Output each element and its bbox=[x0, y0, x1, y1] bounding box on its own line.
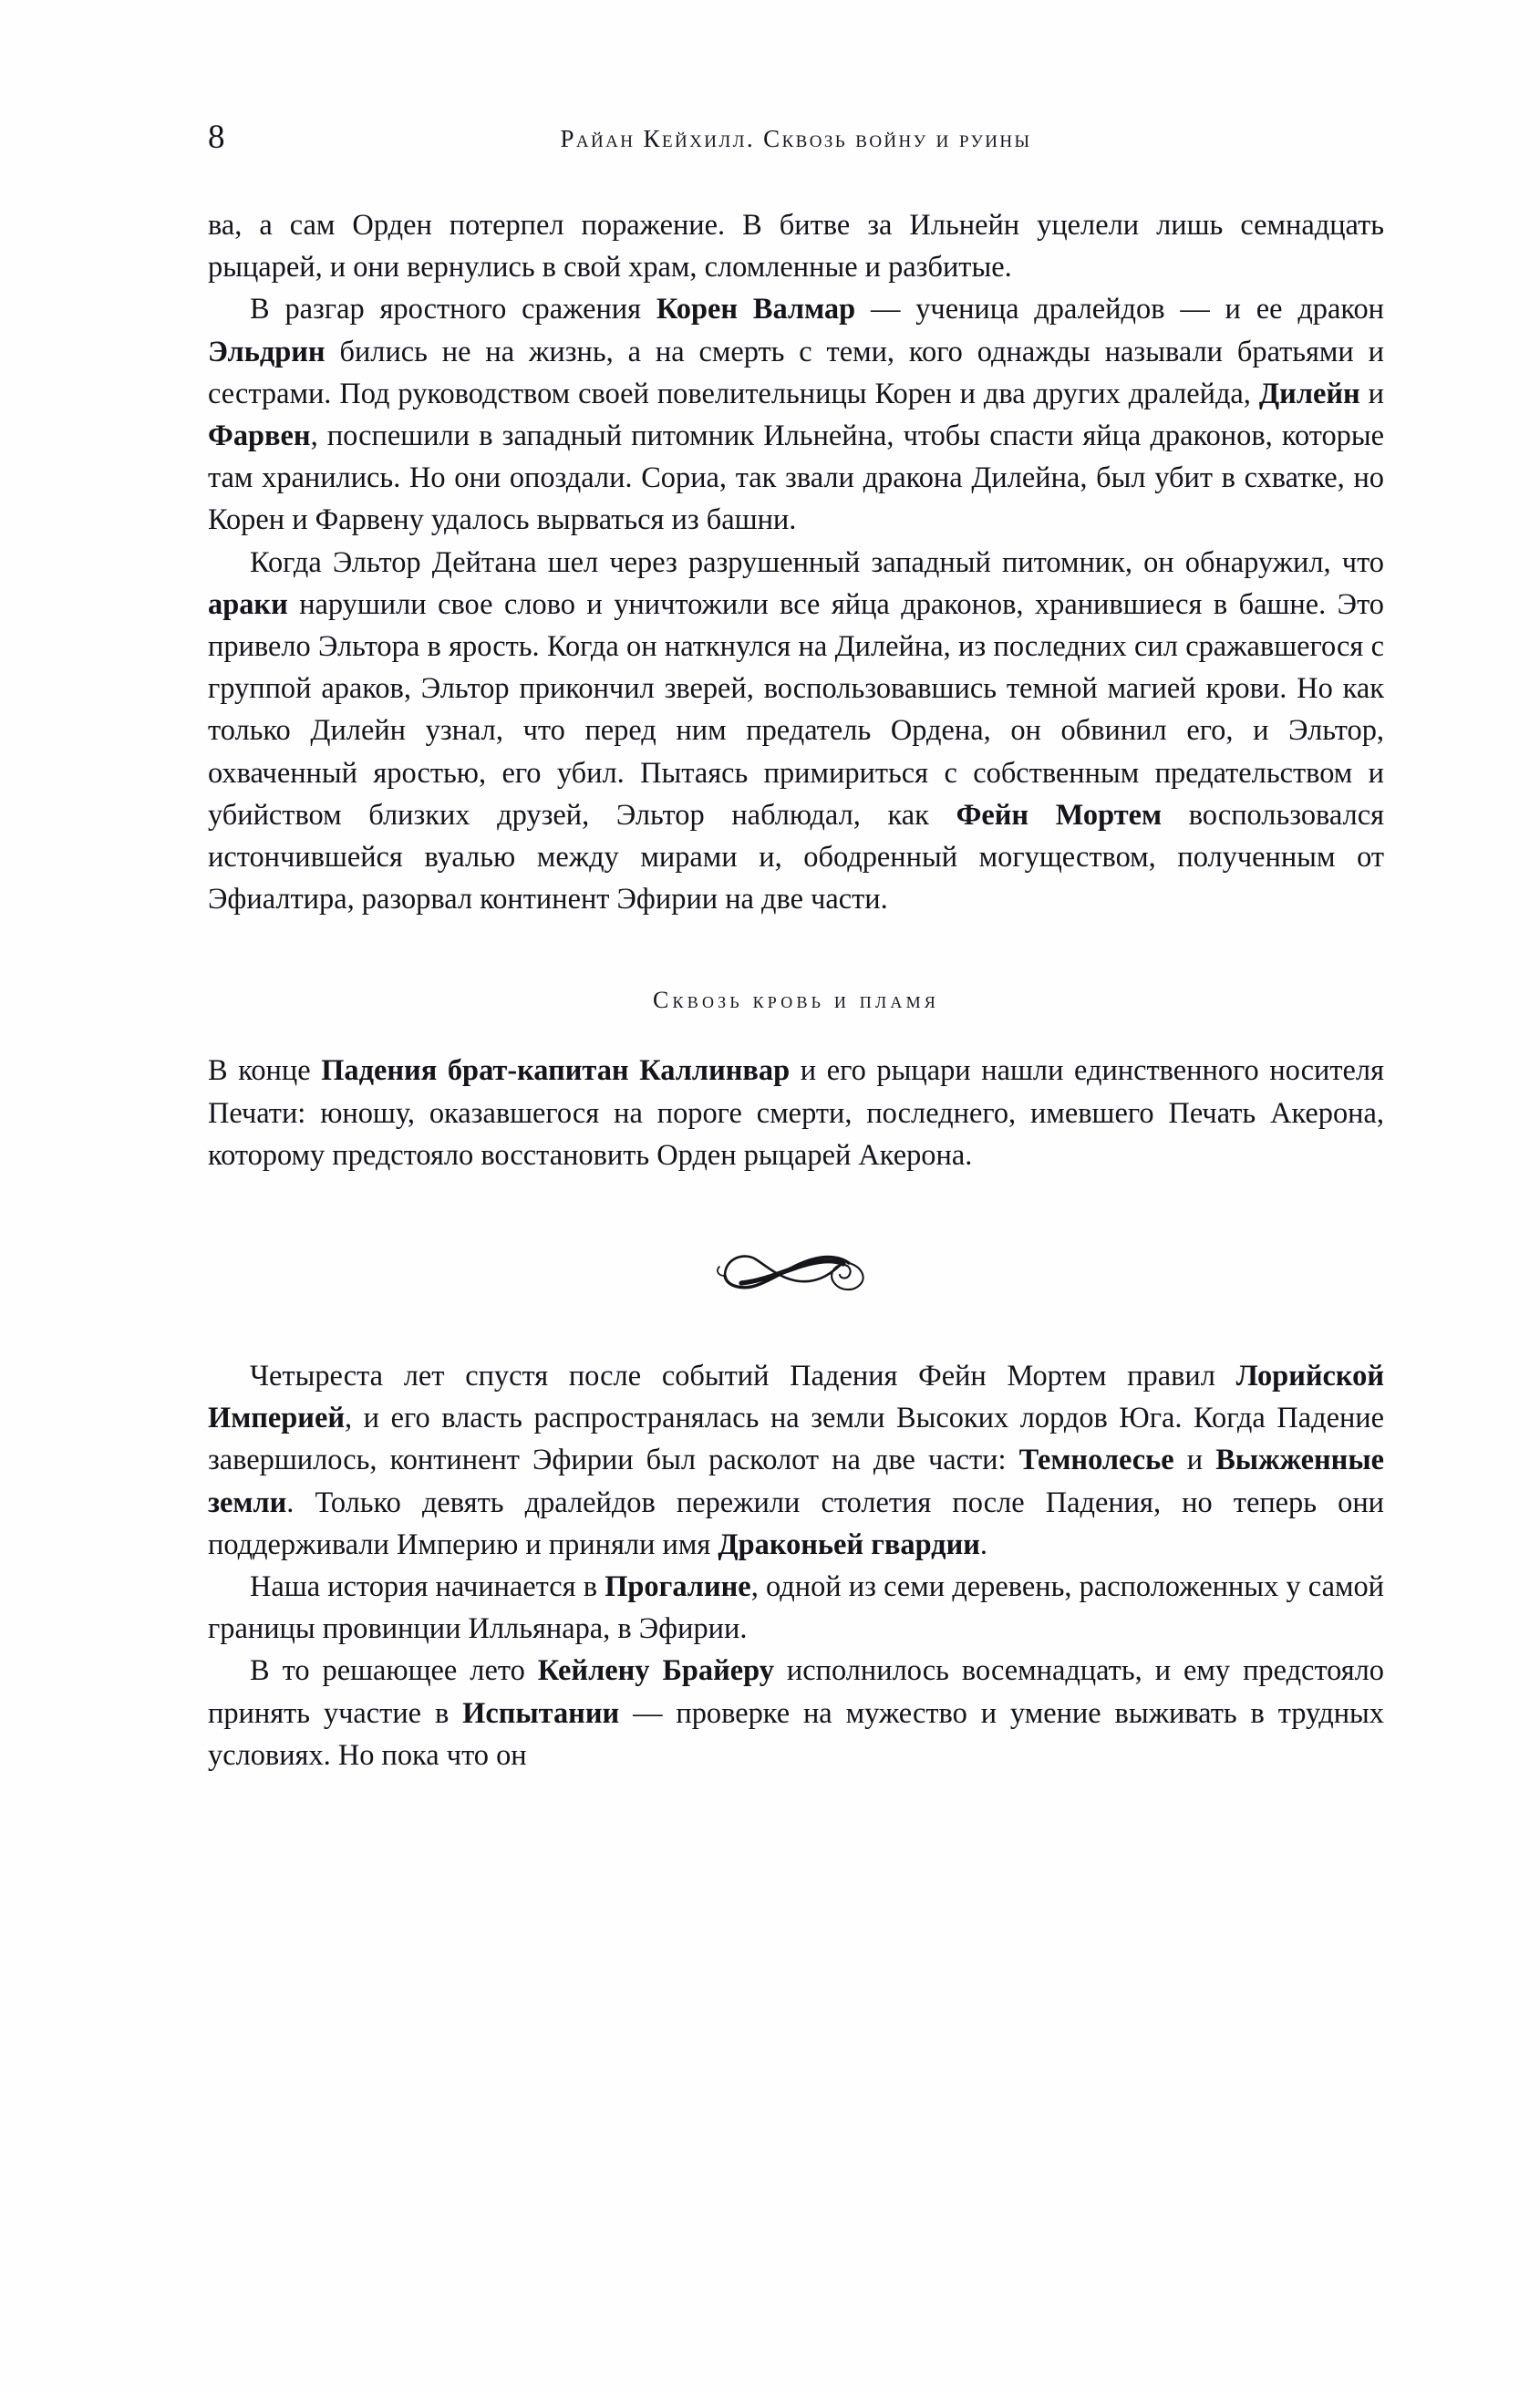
running-head-title: Райан Кейхилл. Сквозь войну и руины bbox=[560, 125, 1032, 152]
emphasis-name: Лорийской Империей bbox=[208, 1360, 1384, 1435]
emphasis-name: Драконьей гвардии bbox=[718, 1527, 980, 1561]
text-run: . bbox=[979, 1527, 987, 1561]
page-content-column bbox=[208, 0, 1384, 1776]
emphasis-name: араки bbox=[208, 587, 288, 621]
emphasis-name: Дилейн bbox=[1258, 377, 1360, 410]
emphasis-name: Фарвен bbox=[208, 419, 311, 453]
text-run: , и его власть распространялась на земли Высоких лордов Юга. Когда Падение завершилось, континент Эфирии был расколот на две части: bbox=[208, 1402, 1384, 1477]
text-run: бились не на жизнь, а на смерть с теми, кого однажды называли братьями и сестрами. Под руководством своей повелительницы Корен и два других дралейда, bbox=[208, 335, 1384, 410]
emphasis-name: Кейлену Брайеру bbox=[537, 1654, 774, 1688]
text-run: ва, а сам Орден потерпел поражение. В битве за Ильнейн уцелели лишь семнадцать рыцарей, и они вернулись в свой храм, сломленные и разбитые. bbox=[208, 209, 1384, 285]
text-run: — ученица дралейдов — и ее дракон bbox=[855, 293, 1384, 326]
text-run: В то решающее лето bbox=[250, 1654, 538, 1688]
section-heading: Сквозь кровь и пламя bbox=[653, 987, 939, 1014]
body-text-block bbox=[208, 204, 1384, 1776]
emphasis-name: Прогалине bbox=[605, 1570, 751, 1604]
text-run: . Только девять дралейдов пережили столетия после Падения, но теперь они поддерживали Империю и приняли имя bbox=[208, 1486, 1384, 1561]
text-run: , поспешили в западный питомник Ильнейна, чтобы спасти яйца драконов, которые там хранились. Но они опоздали. Сориа, так звали дракона Дилейна, был убит в схватке, но Корен и Фарвену удалось вырваться из башни. bbox=[208, 419, 1384, 537]
paragraph bbox=[208, 288, 1384, 541]
ornament-divider bbox=[208, 1226, 1384, 1313]
paragraph bbox=[208, 1355, 1384, 1566]
text-run: и bbox=[1359, 377, 1384, 410]
paragraph bbox=[208, 1566, 1384, 1650]
emphasis-name: Выжженные земли bbox=[208, 1444, 1385, 1519]
flourish-icon bbox=[705, 1236, 887, 1303]
text-run: , одной из семи деревень, расположенных у самой границы провинции Илльянара, в Эфирии. bbox=[208, 1570, 1384, 1646]
paragraph bbox=[208, 1050, 1384, 1176]
paragraph bbox=[208, 542, 1384, 921]
emphasis-name: Испытании bbox=[462, 1696, 620, 1730]
text-run: и bbox=[1173, 1444, 1216, 1477]
text-run: и его рыцари нашли единственного носителя Печати: юношу, оказавшегося на пороге смерти, последнего, имевшего Печать Акерона, которому предстояло восстановить Орден рыцарей Акерона. bbox=[208, 1054, 1384, 1172]
emphasis-name: Темнолесье bbox=[1018, 1444, 1174, 1477]
page-number: 8 bbox=[208, 119, 225, 156]
text-run: нарушили свое слово и уничтожили все яйца драконов, хранившиеся в башне. Это привело Эльтора в ярость. Когда он наткнулся на Дилейна, из последних сил сражавшегося с группой араков, Эльтор прикончил зверей, воспользовавшись темной магией крови. Но как только Дилейн узнал, что перед ним предатель Ордена, он обвинил его, и Эльтор, охваченный яростью, его убил. Пытаясь примириться с собственным предательством и убийством близких друзей, Эльтор наблюдал, как bbox=[208, 587, 1384, 832]
emphasis-name: Эльдрин bbox=[208, 335, 326, 368]
text-run: — проверке на мужество и умение выживать в трудных условиях. Но пока что он bbox=[208, 1696, 1384, 1772]
emphasis-name: Падения брат-капитан Каллинвар bbox=[321, 1054, 791, 1088]
text-run: Когда Эльтор Дейтана шел через разрушенный западный питомник, он обнаружил, что bbox=[250, 545, 1384, 579]
text-run: Наша история начинается в bbox=[250, 1570, 605, 1604]
text-run: В разгар яростного сражения bbox=[250, 293, 656, 326]
text-run: Четыреста лет спустя после событий Падения Фейн Мортем правил bbox=[250, 1360, 1236, 1393]
paragraph-continuation bbox=[208, 204, 1384, 288]
paragraph bbox=[208, 1650, 1384, 1776]
text-run: В конце bbox=[208, 1054, 322, 1088]
emphasis-name: Корен Валмар bbox=[656, 293, 856, 326]
text-run: исполнилось восемнадцать, и ему предстояло принять участие в bbox=[208, 1654, 1385, 1730]
text-run: воспользовался истончившейся вуалью между мирами и, ободренный могуществом, полученным от Эфиалтира, разорвал континент Эфирии на две части. bbox=[208, 798, 1384, 916]
emphasis-name: Фейн Мортем bbox=[956, 798, 1163, 832]
running-head bbox=[208, 117, 1384, 171]
